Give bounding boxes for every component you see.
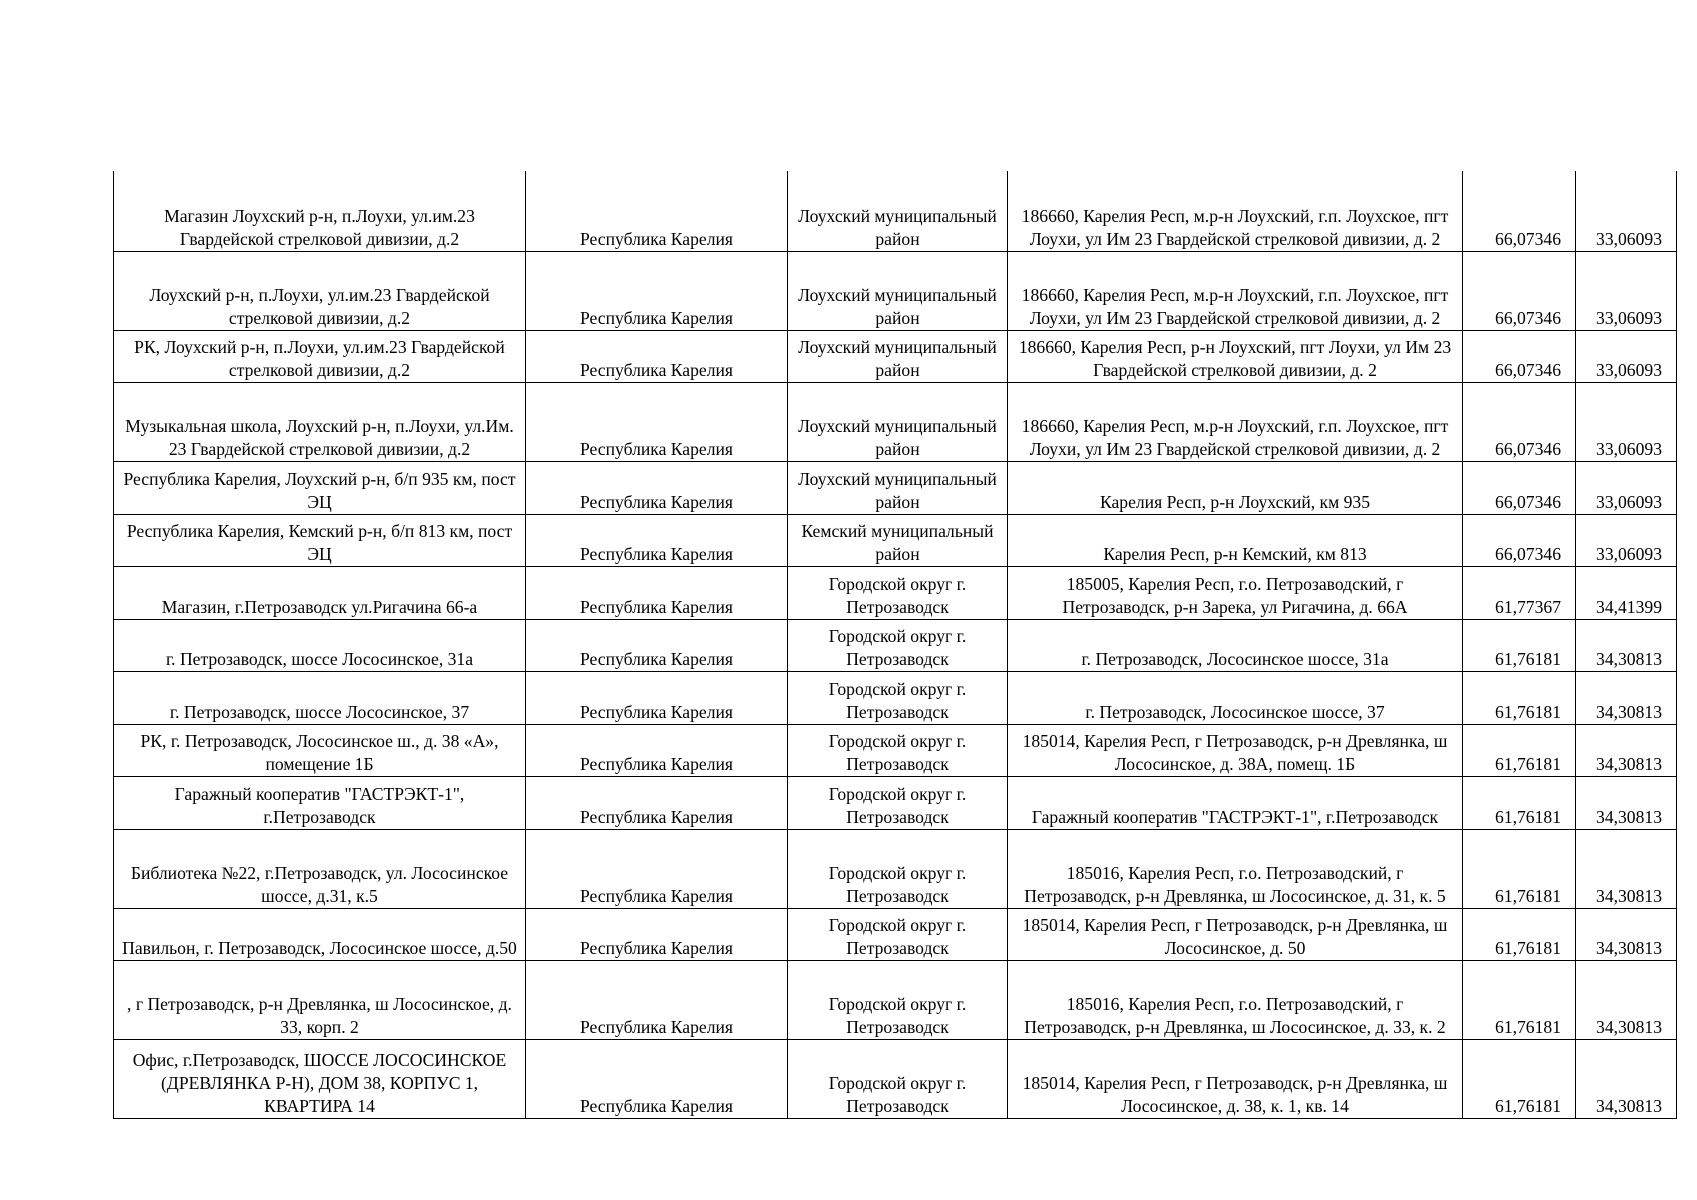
object-name-cell: РК, г. Петрозаводск, Лососинское ш., д. 38 «А», помещение 1Б bbox=[114, 724, 526, 776]
region-cell: Республика Карелия bbox=[526, 251, 788, 330]
region-cell: Республика Карелия bbox=[526, 514, 788, 566]
object-name-cell: Офис, г.Петрозаводск, ШОССЕ ЛОСОСИНСКОЕ (ДРЕВЛЯНКА Р-Н), ДОМ 38, КОРПУС 1, КВАРТИРА 14 bbox=[114, 1039, 526, 1118]
latitude-cell: 66,07346 bbox=[1463, 171, 1576, 251]
latitude-cell: 61,76181 bbox=[1463, 671, 1576, 724]
region-cell: Республика Карелия bbox=[526, 1039, 788, 1118]
table-row bbox=[114, 671, 1677, 724]
longitude-cell: 34,30813 bbox=[1576, 619, 1677, 671]
address-cell: 186660, Карелия Респ, м.р-н Лоухский, г.п. Лоухское, пгт Лоухи, ул Им 23 Гвардейской стрелковой дивизии, д. 2 bbox=[1008, 171, 1463, 251]
longitude-cell: 34,30813 bbox=[1576, 829, 1677, 908]
longitude-cell: 34,30813 bbox=[1576, 960, 1677, 1039]
address-cell: Карелия Респ, р-н Лоухский, км 935 bbox=[1008, 461, 1463, 514]
municipality-cell: Городской округ г. Петрозаводск bbox=[788, 566, 1008, 619]
region-cell: Республика Карелия bbox=[526, 829, 788, 908]
table-row bbox=[114, 829, 1677, 908]
municipality-cell: Лоухский муниципальный район bbox=[788, 251, 1008, 330]
region-cell: Республика Карелия bbox=[526, 671, 788, 724]
address-cell: г. Петрозаводск, Лососинское шоссе, 31а bbox=[1008, 619, 1463, 671]
latitude-cell: 61,76181 bbox=[1463, 829, 1576, 908]
region-cell: Республика Карелия bbox=[526, 171, 788, 251]
longitude-cell: 34,30813 bbox=[1576, 908, 1677, 960]
municipality-cell: Кемский муниципальный район bbox=[788, 514, 1008, 566]
table-row bbox=[114, 171, 1677, 251]
municipality-cell: Лоухский муниципальный район bbox=[788, 171, 1008, 251]
longitude-cell: 34,41399 bbox=[1576, 566, 1677, 619]
region-cell: Республика Карелия bbox=[526, 724, 788, 776]
region-cell: Республика Карелия bbox=[526, 960, 788, 1039]
latitude-cell: 66,07346 bbox=[1463, 514, 1576, 566]
latitude-cell: 61,76181 bbox=[1463, 1039, 1576, 1118]
municipality-cell: Городской округ г. Петрозаводск bbox=[788, 908, 1008, 960]
latitude-cell: 66,07346 bbox=[1463, 251, 1576, 330]
address-cell: 185016, Карелия Респ, г.о. Петрозаводский, г Петрозаводск, р-н Древлянка, ш Лососинское, д. 31, к. 5 bbox=[1008, 829, 1463, 908]
longitude-cell: 34,30813 bbox=[1576, 776, 1677, 829]
municipality-cell: Лоухский муниципальный район bbox=[788, 461, 1008, 514]
object-name-cell: Лоухский р-н, п.Лоухи, ул.им.23 Гвардейской стрелковой дивизии, д.2 bbox=[114, 251, 526, 330]
municipality-cell: Городской округ г. Петрозаводск bbox=[788, 619, 1008, 671]
object-name-cell: Павильон, г. Петрозаводск, Лососинское шоссе, д.50 bbox=[114, 908, 526, 960]
municipality-cell: Городской округ г. Петрозаводск bbox=[788, 724, 1008, 776]
address-cell: 185014, Карелия Респ, г Петрозаводск, р-н Древлянка, ш Лососинское, д. 38А, помещ. 1Б bbox=[1008, 724, 1463, 776]
longitude-cell: 34,30813 bbox=[1576, 724, 1677, 776]
longitude-cell: 34,30813 bbox=[1576, 1039, 1677, 1118]
latitude-cell: 61,76181 bbox=[1463, 960, 1576, 1039]
table-body bbox=[114, 171, 1677, 1118]
object-name-cell: Магазин, г.Петрозаводск ул.Ригачина 66-а bbox=[114, 566, 526, 619]
table-row bbox=[114, 776, 1677, 829]
latitude-cell: 66,07346 bbox=[1463, 461, 1576, 514]
address-cell: 185014, Карелия Респ, г Петрозаводск, р-н Древлянка, ш Лососинское, д. 38, к. 1, кв. 14 bbox=[1008, 1039, 1463, 1118]
latitude-cell: 61,76181 bbox=[1463, 776, 1576, 829]
address-cell: 186660, Карелия Респ, м.р-н Лоухский, г.п. Лоухское, пгт Лоухи, ул Им 23 Гвардейской стрелковой дивизии, д. 2 bbox=[1008, 251, 1463, 330]
object-name-cell: Магазин Лоухский р-н, п.Лоухи, ул.им.23 Гвардейской стрелковой дивизии, д.2 bbox=[114, 171, 526, 251]
latitude-cell: 61,76181 bbox=[1463, 619, 1576, 671]
latitude-cell: 61,76181 bbox=[1463, 724, 1576, 776]
longitude-cell: 33,06093 bbox=[1576, 461, 1677, 514]
address-cell: 185014, Карелия Респ, г Петрозаводск, р-н Древлянка, ш Лососинское, д. 50 bbox=[1008, 908, 1463, 960]
table-row bbox=[114, 514, 1677, 566]
longitude-cell: 33,06093 bbox=[1576, 251, 1677, 330]
table-row bbox=[114, 908, 1677, 960]
table-row bbox=[114, 1039, 1677, 1118]
region-cell: Республика Карелия bbox=[526, 776, 788, 829]
locations-table bbox=[113, 171, 1677, 1119]
address-cell: Карелия Респ, р-н Кемский, км 813 bbox=[1008, 514, 1463, 566]
object-name-cell: , г Петрозаводск, р-н Древлянка, ш Лососинское, д. 33, корп. 2 bbox=[114, 960, 526, 1039]
address-cell: г. Петрозаводск, Лососинское шоссе, 37 bbox=[1008, 671, 1463, 724]
region-cell: Республика Карелия bbox=[526, 330, 788, 382]
table-row bbox=[114, 461, 1677, 514]
region-cell: Республика Карелия bbox=[526, 619, 788, 671]
region-cell: Республика Карелия bbox=[526, 566, 788, 619]
municipality-cell: Лоухский муниципальный район bbox=[788, 382, 1008, 461]
longitude-cell: 33,06093 bbox=[1576, 382, 1677, 461]
object-name-cell: г. Петрозаводск, шоссе Лососинское, 31а bbox=[114, 619, 526, 671]
object-name-cell: Республика Карелия, Кемский р-н, б/п 813 км, пост ЭЦ bbox=[114, 514, 526, 566]
table-row bbox=[114, 566, 1677, 619]
latitude-cell: 61,77367 bbox=[1463, 566, 1576, 619]
latitude-cell: 66,07346 bbox=[1463, 382, 1576, 461]
object-name-cell: Библиотека №22, г.Петрозаводск, ул. Лососинское шоссе, д.31, к.5 bbox=[114, 829, 526, 908]
municipality-cell: Городской округ г. Петрозаводск bbox=[788, 829, 1008, 908]
table-row bbox=[114, 382, 1677, 461]
region-cell: Республика Карелия bbox=[526, 908, 788, 960]
longitude-cell: 34,30813 bbox=[1576, 671, 1677, 724]
longitude-cell: 33,06093 bbox=[1576, 171, 1677, 251]
region-cell: Республика Карелия bbox=[526, 461, 788, 514]
latitude-cell: 61,76181 bbox=[1463, 908, 1576, 960]
object-name-cell: г. Петрозаводск, шоссе Лососинское, 37 bbox=[114, 671, 526, 724]
municipality-cell: Городской округ г. Петрозаводск bbox=[788, 960, 1008, 1039]
municipality-cell: Городской округ г. Петрозаводск bbox=[788, 1039, 1008, 1118]
municipality-cell: Лоухский муниципальный район bbox=[788, 330, 1008, 382]
object-name-cell: РК, Лоухский р-н, п.Лоухи, ул.им.23 Гвардейской стрелковой дивизии, д.2 bbox=[114, 330, 526, 382]
address-cell: 185016, Карелия Респ, г.о. Петрозаводский, г Петрозаводск, р-н Древлянка, ш Лососинское, д. 33, к. 2 bbox=[1008, 960, 1463, 1039]
table-row bbox=[114, 724, 1677, 776]
address-cell: 185005, Карелия Респ, г.о. Петрозаводский, г Петрозаводск, р-н Зарека, ул Ригачина, д. 66А bbox=[1008, 566, 1463, 619]
address-cell: 186660, Карелия Респ, м.р-н Лоухский, г.п. Лоухское, пгт Лоухи, ул Им 23 Гвардейской стрелковой дивизии, д. 2 bbox=[1008, 382, 1463, 461]
region-cell: Республика Карелия bbox=[526, 382, 788, 461]
object-name-cell: Гаражный кооператив "ГАСТРЭКТ-1", г.Петрозаводск bbox=[114, 776, 526, 829]
table-row bbox=[114, 251, 1677, 330]
object-name-cell: Музыкальная школа, Лоухский р-н, п.Лоухи, ул.Им. 23 Гвардейской стрелковой дивизии, д.2 bbox=[114, 382, 526, 461]
municipality-cell: Городской округ г. Петрозаводск bbox=[788, 776, 1008, 829]
latitude-cell: 66,07346 bbox=[1463, 330, 1576, 382]
table-row bbox=[114, 330, 1677, 382]
table-row bbox=[114, 960, 1677, 1039]
address-cell: Гаражный кооператив "ГАСТРЭКТ-1", г.Петрозаводск bbox=[1008, 776, 1463, 829]
longitude-cell: 33,06093 bbox=[1576, 330, 1677, 382]
object-name-cell: Республика Карелия, Лоухский р-н, б/п 935 км, пост ЭЦ bbox=[114, 461, 526, 514]
longitude-cell: 33,06093 bbox=[1576, 514, 1677, 566]
table-row bbox=[114, 619, 1677, 671]
municipality-cell: Городской округ г. Петрозаводск bbox=[788, 671, 1008, 724]
address-cell: 186660, Карелия Респ, р-н Лоухский, пгт Лоухи, ул Им 23 Гвардейской стрелковой дивизии, д. 2 bbox=[1008, 330, 1463, 382]
